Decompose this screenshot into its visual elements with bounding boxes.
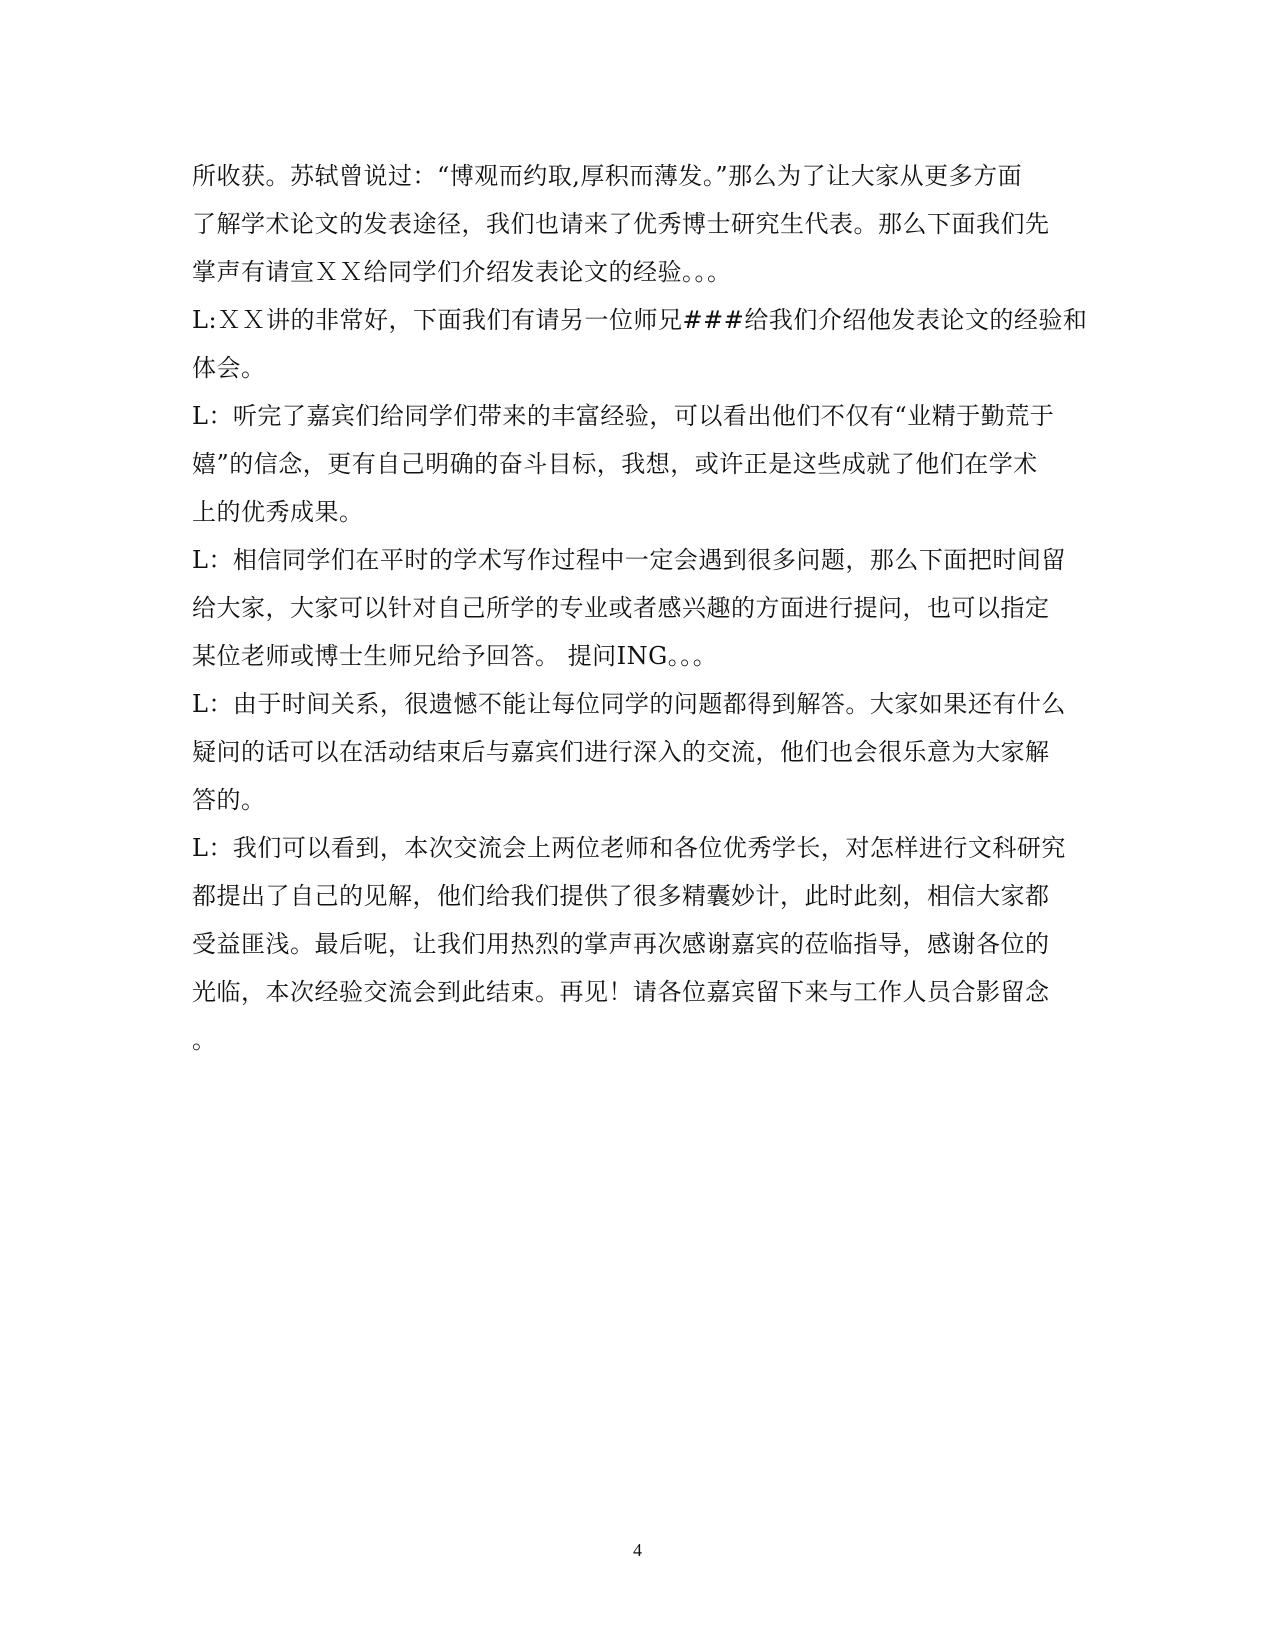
text-line: 所收获。苏轼曾说过：“博观而约取,厚积而薄发。”那么为了让大家从更多方面: [192, 162, 1023, 190]
text-line: L：听完了嘉宾们给同学们带来的丰富经验，可以看出他们不仅有“业精于勤荒于: [192, 402, 1055, 430]
text-line: L：由于时间关系，很遗憾不能让每位同学的问题都得到解答。大家如果还有什么: [192, 690, 1066, 718]
text-line: 了解学术论文的发表途径，我们也请来了优秀博士研究生代表。那么下面我们先: [192, 210, 1050, 238]
text-line: 答的。: [192, 786, 266, 814]
text-line: 体会。: [192, 354, 266, 382]
text-line: 光临，本次经验交流会到此结束。再见！请各位嘉宾留下来与工作人员合影留念: [192, 978, 1050, 1006]
text-line: 嬉”的信念，更有自己明确的奋斗目标，我想，或许正是这些成就了他们在学术: [192, 450, 1038, 478]
document-body: [192, 152, 1088, 1064]
text-line: 疑问的话可以在活动结束后与嘉宾们进行深入的交流，他们也会很乐意为大家解: [192, 738, 1050, 766]
text-line: 给大家，大家可以针对自己所学的专业或者感兴趣的方面进行提问，也可以指定: [192, 594, 1050, 622]
text-line: L：相信同学们在平时的学术写作过程中一定会遇到很多问题，那么下面把时间留: [192, 546, 1066, 574]
text-line: 。: [192, 1026, 217, 1054]
text-line: 都提出了自己的见解，他们给我们提供了很多精囊妙计，此时此刻，相信大家都: [192, 882, 1050, 910]
text-line: 受益匪浅。最后呢，让我们用热烈的掌声再次感谢嘉宾的莅临指导，感谢各位的: [192, 930, 1050, 958]
text-line: L:ＸＸ讲的非常好，下面我们有请另一位师兄###给我们介绍他发表论文的经验和: [192, 306, 1088, 334]
text-line: 掌声有请宣ＸＸ给同学们介绍发表论文的经验。。。: [192, 258, 732, 286]
page-number: 4: [633, 1540, 642, 1560]
text-line: 上的优秀成果。: [192, 498, 364, 526]
text-line: 某位老师或博士生师兄给予回答。 提问ING。。。: [192, 642, 718, 670]
text-line: L：我们可以看到，本次交流会上两位老师和各位优秀学长，对怎样进行文科研究: [192, 834, 1066, 862]
